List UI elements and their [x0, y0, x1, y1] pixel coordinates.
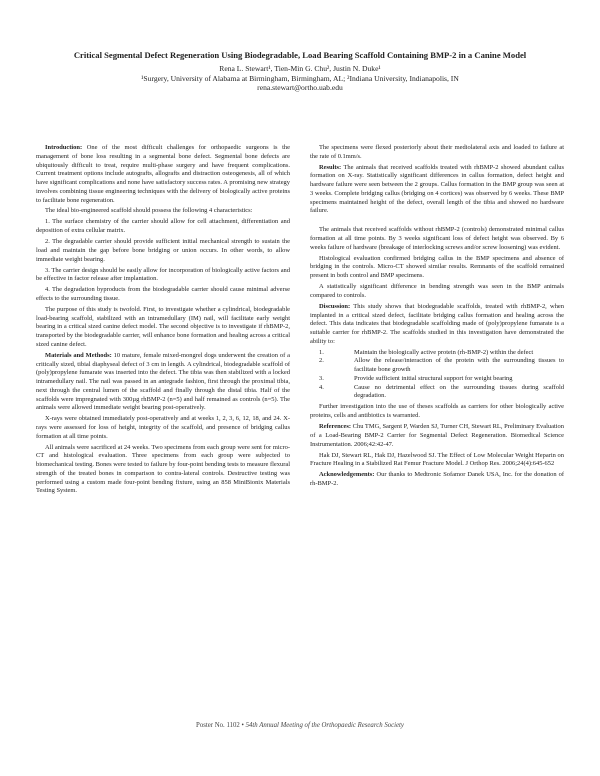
- body-paragraph: The animals that received scaffolds without rhBMP-2 (controls) demonstrated minimal callus formation at all time points. By 3 weeks significant loss of defect height was observed. By 6 weeks failure of hardware (breakage of interlocking screws and/or screw loosening) was evident.: [310, 226, 564, 251]
- acknowledgements-text: Our thanks to Medtronic Sofamor Danek USA, Inc. for the donation of rh-BMP-2.: [310, 471, 564, 487]
- body-paragraph: 3. The carrier design should be easily allow for incorporation of biologically active factors and be effective in factor release after implantation.: [36, 266, 290, 283]
- poster-number: Poster No. 1102: [196, 722, 240, 729]
- body-paragraph: X-rays were obtained immediately post-operatively and at weeks 1, 2, 3, 6, 12, 18, and 24. X-rays were assessed for loss of height, integrity of the scaffold, and presence of bridging callus formation at all time points.: [36, 415, 290, 440]
- list-item: 4. Cause no detrimental effect on the surrounding tissues during scaffold degradation.: [319, 383, 564, 400]
- paper-title: Critical Segmental Defect Regeneration Using Biodegradable, Load Bearing Scaffold Containing BMP-2 in a Canine Model: [73, 50, 527, 60]
- meeting-name: 54th Annual Meeting of the Orthopaedic Research Society: [245, 722, 404, 729]
- methods-paragraph: [36, 352, 290, 413]
- methods-text: 10 mature, female mixed-mongrel dogs underwent the creation of a critically sized, tibial diaphyseal defect of 3 cm in length. A cylindrical, biodegradable scaffold of (poly)propylene fumarate was inserted into the defect. The tibia was then stabilized with a locked intramedullary nail. The nail was passed in an antegrade fashion, first through the proximal tibia, next through the central lumen of the scaffold and finally through the distal tibia. Half of the scaffolds were impregnated with 300µg rhBMP-2 (n=5) and half remained as controls (n=5). The animals were allowed immediate weight bearing post-operatively.: [36, 351, 290, 412]
- reference-1: [310, 423, 564, 449]
- author-names: Rena L. Stewart¹, Tien-Min G. Chu², Justin N. Duke¹: [219, 64, 381, 73]
- results-paragraph: [310, 164, 564, 217]
- references-heading: References:: [319, 423, 352, 431]
- discussion-text: This study shows that biodegradable scaffolds, treated with rhBMP-2, when implanted in a critical sized defect, facilitate bridging callus formation and healing across the defect. This data indicates that biodegradable scaffolding made of (poly)propylene fumarate is a suitable carrier for rhBMP-2. The scaffolds studied in this investigation have demonstrated the ability to:: [310, 302, 564, 345]
- author-email[interactable]: rena.stewart@ortho.uab.edu: [257, 83, 343, 93]
- body-paragraph: 2. The degradable carrier should provide sufficient initial mechanical strength to sustain the load and maintain the gap before bone bridging or union occurs. In other words, to allow immediate weight bearing.: [36, 238, 290, 263]
- page-footer: [36, 722, 564, 729]
- body-paragraph: Histological evaluation confirmed bridging callus in the BMP specimens and absence of bridging in the controls. Micro-CT showed similar results. Remnants of the scaffold remained present in both control and BMP specimens.: [310, 254, 564, 280]
- discussion-paragraph: [310, 303, 564, 347]
- reference-2: Hak DJ, Stewart RL, Hak DJ, Hazelwood SJ. The Effect of Low Molecular Weight Heparin on Fracture Healing in a Stabilized Rat Femur Fracture Model. J Orthop Res. 2006;24(4):645-652: [310, 451, 564, 468]
- list-item: 2. Allow the release/interaction of the protein with the surrounding tissues to facilitate bone growth: [319, 357, 564, 374]
- body-paragraph: All animals were sacrificed at 24 weeks. Two specimens from each group were sent for micro-CT and histological evaluation. Three specimens from each group were subjected to biomechanical testing. Bones were tested to failure by four-point bending tests to measure flexural strength of the treated bones in comparison to contra-lateral controls. Destructive testing was performed using a custom made four-point bending fixture, using an 858 MiniBionix Materials Testing System.: [36, 443, 290, 495]
- body-paragraph: 1. The surface chemistry of the carrier should allow for cell attachment, differentiation and deposition of extra cellular matrix.: [36, 218, 290, 235]
- introduction-heading: Introduction:: [45, 144, 83, 151]
- body-paragraph: 4. The degradation byproducts from the biodegradable carrier should cause minimal adverse effects to the surrounding tissue.: [36, 286, 290, 302]
- left-column: [36, 144, 290, 498]
- right-column: [310, 144, 564, 491]
- author-affiliations: ¹Surgery, University of Alabama at Birmingham, Birmingham, AL; ²Indiana University, Indianapolis, IN: [141, 73, 459, 83]
- reference-text: Chu TMG, Sargent P, Warden SJ, Turner CH, Stewart RL, Preliminary Evaluation of a Load-Bearing BMP-2 Carrier for Segmental Defect Regeneration. Biomedical Science Instrumentation. 2006;42:42-47.: [310, 423, 564, 448]
- results-heading: Results:: [319, 163, 342, 171]
- list-item: 1. Maintain the biologically active protein (rh-BMP-2) within the defect: [319, 348, 534, 356]
- results-text: The animals that received scaffolds treated with rhBMP-2 showed abundant callus formation on X-ray. Statistically significant differences in callus formation, defect height and hardware failure were seen between the 2 groups. Callus formation in the BMP group was seen at 3 weeks. Complete bridging callus (bridging on 4 cortices) was observed by 6 weeks. These BMP specimens maintained height of the defect, overall length of the tibia and showed no hardware failure.: [310, 163, 564, 215]
- list-item: 3. Provide sufficient initial structural support for weight bearing: [319, 374, 513, 382]
- introduction-paragraph: [36, 144, 290, 205]
- body-paragraph: Further investigation into the use of theses scaffolds as carriers for other biologically active proteins, cells and antibiotics is warranted.: [310, 403, 564, 420]
- body-paragraph: A statistically significant difference in bending strength was seen in the BMP animals compared to controls.: [310, 283, 564, 299]
- introduction-text: One of the most difficult challenges for orthopaedic surgeons is the management of bone loss resulting in a segmental bone defect. Segmental bone defects are ubiquitously difficult to treat, require multi-phase surgery and have frequent complications. Current treatment options include autografts, allografts and distraction osteogenesis, all of which have significant complications and none have satisfactory success rates. A promising new strategy involves combining tissue engineering techniques with the delivery of biologically active proteins to facilitate bone regeneration.: [36, 144, 290, 204]
- author-block: [40, 64, 560, 93]
- acknowledgements-heading: Acknowledgements:: [319, 471, 375, 479]
- acknowledgements-paragraph: [310, 471, 564, 489]
- body-paragraph: The specimens were flexed posteriorly about their mediolateral axis and loaded to failure at the rate of 0.1mm/s.: [310, 144, 564, 160]
- body-paragraph: The ideal bio-engineered scaffold should possess the following 4 characteristics:: [45, 207, 253, 215]
- ability-list: [310, 349, 564, 402]
- discussion-heading: Discussion:: [319, 302, 351, 310]
- footer-separator: •: [239, 722, 246, 729]
- methods-heading: Materials and Methods:: [45, 351, 112, 359]
- body-paragraph: The purpose of this study is twofold. First, to investigate whether a cylindrical, biodegradable load-bearing scaffold, stabilized with an intramedullary (IM) nail, will facilitate early weight bearing in a critical sized canine defect model. The second objective is to investigate if rhBMP-2, transported by the biodegradable carrier, will enhance bone formation and healing across a critical sized canine defect.: [36, 305, 290, 348]
